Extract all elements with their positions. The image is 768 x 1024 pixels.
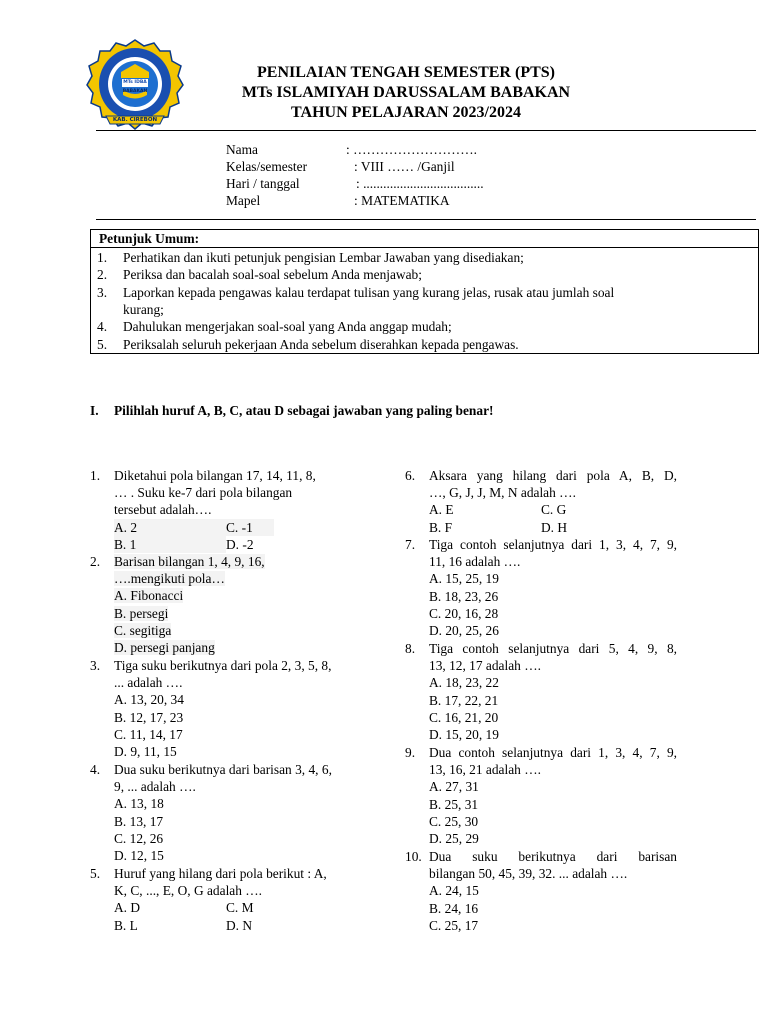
question-text: Dua suku berikutnya dari barisan 3, 4, 6, xyxy=(114,762,332,777)
option-c: C. 12, 26 xyxy=(114,830,164,846)
question-9 xyxy=(405,744,677,847)
question-4 xyxy=(90,761,362,864)
option-a: A. 27, 31 xyxy=(429,779,479,795)
info-divider xyxy=(96,219,756,220)
question-text: … . Suku ke-7 dari pola bilangan xyxy=(114,485,293,501)
option-row xyxy=(429,501,677,518)
option-d: D. -2 xyxy=(226,536,254,552)
question-text: 13, 16, 21 adalah …. xyxy=(429,762,541,778)
question-text: bilangan 50, 45, 39, 32. ... adalah …. xyxy=(429,866,628,882)
section-text: Pilihlah huruf A, B, C, atau D sebagai jawaban yang paling benar! xyxy=(114,403,494,418)
option-d: D. 25, 29 xyxy=(429,830,479,846)
question-text: 9, ... adalah …. xyxy=(114,779,196,795)
question-text: Aksara yang hilang dari pola A, B, D, xyxy=(429,468,677,483)
info-row-name xyxy=(226,141,477,158)
option-c: C. M xyxy=(226,900,254,916)
info-value: : VIII …… /Ganjil xyxy=(354,159,455,174)
question-num: 2. xyxy=(90,554,101,569)
option-c: C. 20, 16, 28 xyxy=(429,605,499,621)
section-num: I. xyxy=(90,403,99,418)
option-b: B. persegi xyxy=(114,605,169,621)
option-b: B. 17, 22, 21 xyxy=(429,692,499,708)
option-a: A. 18, 23, 22 xyxy=(429,675,499,691)
instruction-text: Laporkan kepada pengawas kalau terdapat tulisan yang kurang jelas, rusak atau jumlah soal xyxy=(123,285,615,300)
option-a: A. 13, 18 xyxy=(114,796,164,812)
logo-text-mid: BABAKAN xyxy=(122,89,148,94)
question-text: 11, 16 adalah …. xyxy=(429,554,521,570)
question-num: 8. xyxy=(405,641,416,656)
logo-text-bottom: KAB. CIREBON xyxy=(112,117,158,123)
option-d: D. H xyxy=(541,519,568,535)
option-c: C. 25, 17 xyxy=(429,917,479,933)
exam-title: PENILAIAN TENGAH SEMESTER (PTS) xyxy=(257,64,555,81)
option-a: A. 15, 25, 19 xyxy=(429,571,499,587)
option-d: D. persegi panjang xyxy=(114,639,215,655)
instruction-num: 1. xyxy=(97,250,108,265)
info-label: Hari / tanggal xyxy=(226,176,300,191)
option-a: A. 24, 15 xyxy=(429,883,479,899)
question-text: Tiga suku berikutnya dari pola 2, 3, 5, 8, xyxy=(114,658,332,673)
option-b: B. 1 xyxy=(114,536,226,553)
info-value: : ………………………. xyxy=(346,142,477,157)
question-2 xyxy=(90,553,362,656)
option-c: C. G xyxy=(541,502,567,518)
question-num: 9. xyxy=(405,745,416,760)
option-c: C. 16, 21, 20 xyxy=(429,709,499,725)
option-a: A. E xyxy=(429,502,454,518)
info-value: : .................................... xyxy=(356,176,484,191)
option-b: B. 24, 16 xyxy=(429,900,479,916)
option-d: D. 15, 20, 19 xyxy=(429,726,499,742)
option-c: C. -1 xyxy=(226,519,253,535)
instruction-num: 4. xyxy=(97,319,108,334)
question-3 xyxy=(90,657,362,760)
option-b: B. F xyxy=(429,519,453,535)
header-divider xyxy=(96,130,756,131)
option-row xyxy=(114,917,362,934)
option-row xyxy=(114,536,362,553)
instruction-num: 5. xyxy=(97,337,108,352)
info-label: Kelas/semester xyxy=(226,159,308,174)
option-row xyxy=(429,519,677,536)
question-num: 1. xyxy=(90,468,101,483)
option-d: D. 12, 15 xyxy=(114,847,164,863)
question-text: ….mengikuti pola… xyxy=(114,571,225,587)
question-6 xyxy=(405,467,677,536)
option-d: D. N xyxy=(226,917,253,933)
question-text: …, G, J, J, M, N adalah …. xyxy=(429,485,576,501)
option-b: B. 25, 31 xyxy=(429,796,479,812)
option-c: C. segitiga xyxy=(114,622,172,638)
option-d: D. 9, 11, 15 xyxy=(114,743,177,759)
question-text: Barisan bilangan 1, 4, 9, 16, xyxy=(114,554,265,569)
question-1 xyxy=(90,467,362,553)
option-row xyxy=(114,899,362,916)
option-b: B. 12, 17, 23 xyxy=(114,709,184,725)
instructions-title: Petunjuk Umum: xyxy=(91,230,758,248)
academic-year: TAHUN PELAJARAN 2023/2024 xyxy=(291,104,521,121)
question-num: 7. xyxy=(405,537,416,552)
info-label: Nama xyxy=(226,142,258,157)
option-a: A. D xyxy=(114,900,141,916)
option-c: C. 11, 14, 17 xyxy=(114,726,183,742)
question-num: 4. xyxy=(90,762,101,777)
option-d: D. 20, 25, 26 xyxy=(429,622,499,638)
question-7 xyxy=(405,536,677,639)
question-num: 5. xyxy=(90,866,101,881)
instruction-text: Dahulukan mengerjakan soal-soal yang Anda anggap mudah; xyxy=(123,319,452,334)
option-b: B. 13, 17 xyxy=(114,813,164,829)
instruction-text: Perhatikan dan ikuti petunjuk pengisian Lembar Jawaban yang disediakan; xyxy=(123,250,524,265)
option-a: A. 2 xyxy=(114,519,138,535)
instruction-num: 2. xyxy=(97,267,108,282)
option-row xyxy=(114,519,274,536)
info-row-class xyxy=(226,158,455,175)
question-text: Tiga contoh selanjutnya dari 1, 3, 4, 7, 9, xyxy=(429,537,677,552)
question-text: Dua contoh selanjutnya dari 1, 3, 4, 7, 9, xyxy=(429,745,677,760)
instruction-num: 3. xyxy=(97,285,108,300)
question-8 xyxy=(405,640,677,743)
question-num: 10. xyxy=(405,849,422,864)
option-c: C. 25, 30 xyxy=(429,813,479,829)
question-10 xyxy=(405,848,677,934)
option-b: B. 18, 23, 26 xyxy=(429,588,499,604)
info-label: Mapel xyxy=(226,193,261,208)
instructions-box xyxy=(90,229,759,354)
question-text: Huruf yang hilang dari pola berikut : A, xyxy=(114,866,327,881)
question-text: Tiga contoh selanjutnya dari 5, 4, 9, 8, xyxy=(429,641,677,656)
instruction-text: Periksalah seluruh pekerjaan Anda sebelum diserahkan kepada pengawas. xyxy=(123,337,519,352)
school-name: MTs ISLAMIYAH DARUSSALAM BABAKAN xyxy=(241,84,571,101)
option-a: A. Fibonacci xyxy=(114,588,184,604)
info-value: : MATEMATIKA xyxy=(354,193,450,208)
question-num: 6. xyxy=(405,468,416,483)
info-row-date xyxy=(226,175,484,192)
option-a: A. 13, 20, 34 xyxy=(114,692,184,708)
option-b: B. L xyxy=(114,917,138,933)
question-text: Diketahui pola bilangan 17, 14, 11, 8, xyxy=(114,468,316,483)
question-text: ... adalah …. xyxy=(114,675,183,691)
logo-text-top: MTs IDBA xyxy=(123,80,147,85)
instruction-text: kurang; xyxy=(123,302,164,317)
school-logo xyxy=(86,38,184,130)
question-text: K, C, ..., E, O, G adalah …. xyxy=(114,883,263,899)
info-row-subject xyxy=(226,192,450,209)
question-text: 13, 12, 17 adalah …. xyxy=(429,658,541,674)
question-num: 3. xyxy=(90,658,101,673)
question-5 xyxy=(90,865,362,934)
question-text: tersebut adalah…. xyxy=(114,502,212,518)
question-text: Dua suku berikutnya dari barisan xyxy=(429,849,677,864)
instruction-text: Periksa dan bacalah soal-soal sebelum Anda menjawab; xyxy=(123,267,422,282)
